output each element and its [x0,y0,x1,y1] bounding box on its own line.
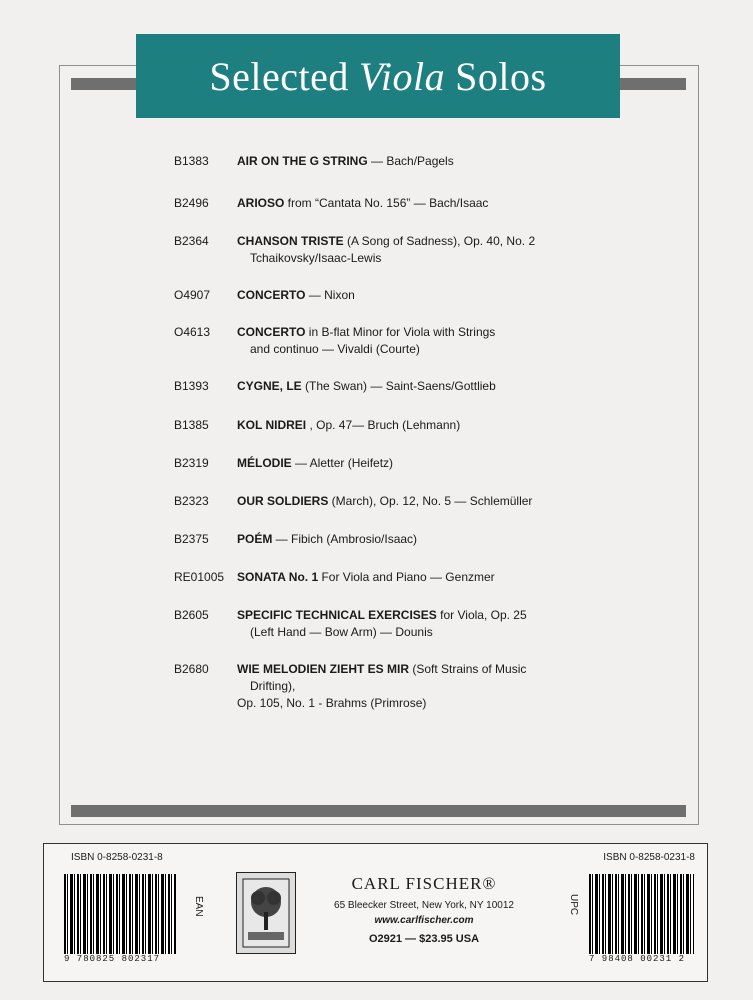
piece-detail: (Soft Strains of Music [409,662,527,676]
catalog-code: B2605 [174,608,209,622]
catalog-code: RE01005 [174,570,225,584]
publisher-name: CARL FISCHER® [351,874,497,893]
catalog-entry [174,324,495,358]
piece-detail: from “Cantata No. 156” — Bach/Isaac [284,196,489,210]
piece-title: SONATA No. 1 [237,570,319,584]
piece-detail: in B-flat Minor for Viola with Strings [305,325,496,339]
piece-detail: — Aletter (Heifetz) [291,456,394,470]
catalog-entry [174,569,495,586]
piece-title: SPECIFIC TECHNICAL EXERCISES [237,608,437,622]
ean-digits: 9 780825 802317 [64,954,161,964]
back-cover-panel [43,843,708,982]
piece-detail-continued: Op. 105, No. 1 - Brahms (Primrose) [237,696,427,710]
catalog-entry [174,233,535,267]
catalog-entry [174,531,417,548]
catalog-entry [174,378,496,395]
carl-fischer-logo [236,872,296,954]
page-title [136,34,620,118]
piece-detail: (March), Op. 12, No. 5 — Schlemüller [328,494,533,508]
title-word-selected: Selected [209,53,349,99]
ean-label: EAN [193,896,204,917]
upc-label: UPC [568,894,579,916]
publisher-address: 65 Bleecker Street, New York, NY 10012 [334,900,514,911]
piece-detail: (The Swan) — Saint-Saens/Gottlieb [301,379,496,393]
catalog-code: O4613 [174,325,211,339]
piece-detail-continued: Tchaikovsky/Isaac-Lewis [250,251,382,265]
catalog-entry [174,153,454,170]
catalog-entry [174,607,527,641]
piece-title: WIE MELODIEN ZIEHT ES MIR [237,662,410,676]
catalog-code: B2375 [174,532,209,546]
piece-detail-continued: Drifting), [250,679,296,693]
piece-title: POÉM [237,532,273,546]
publisher-website: www.carlfischer.com [374,915,474,926]
piece-title: KOL NIDREI [237,418,307,432]
piece-detail-continued: (Left Hand — Bow Arm) — Dounis [250,625,433,639]
tree-emblem-icon [242,878,290,948]
piece-detail: — Fibich (Ambrosio/Isaac) [272,532,418,546]
piece-title: MÉLODIE [237,456,292,470]
catalog-code: B1383 [174,154,209,168]
isbn-right: ISBN 0-8258-0231-8 [603,852,695,863]
catalog-entry [174,493,532,510]
upc-barcode [589,874,694,954]
piece-detail: (A Song of Sadness), Op. 40, No. 2 [343,234,536,248]
piece-detail: — Nixon [305,288,355,302]
catalog-entry [174,661,526,712]
catalog-entry [174,417,460,434]
catalog-code: B2680 [174,662,209,676]
piece-title: OUR SOLDIERS [237,494,329,508]
catalog-code: B2364 [174,234,209,248]
catalog-price: O2921 — $23.95 USA [368,933,480,945]
upc-digits: 7 98408 00231 2 [589,954,686,964]
piece-detail: , Op. 47— Bruch (Lehmann) [306,418,461,432]
piece-title: AIR ON THE G STRING [237,154,368,168]
title-word-solos: Solos [455,53,547,99]
catalog-code: B1385 [174,418,209,432]
piece-title: CONCERTO [237,288,306,302]
catalog-entry [174,455,393,472]
piece-title: CONCERTO [237,325,306,339]
title-word-viola: Viola [358,53,446,99]
footer-rule [71,805,686,817]
isbn-left: ISBN 0-8258-0231-8 [71,852,163,863]
piece-detail: For Viola and Piano — Genzmer [318,570,495,584]
piece-detail: for Viola, Op. 25 [436,608,527,622]
piece-detail-continued: and continuo — Vivaldi (Courte) [250,342,420,356]
header-rule-right [620,78,686,90]
piece-title: CYGNE, LE [237,379,302,393]
header-rule-left [71,78,137,90]
catalog-code: B2496 [174,196,209,210]
catalog-entry [174,195,488,212]
catalog-entry [174,287,355,304]
piece-detail: — Bach/Pagels [367,154,454,168]
catalog-code: B2319 [174,456,209,470]
catalog-code: B2323 [174,494,209,508]
piece-title: CHANSON TRISTE [237,234,344,248]
piece-title: ARIOSO [237,196,285,210]
ean-barcode [64,874,176,954]
catalog-code: B1393 [174,379,209,393]
catalog-code: O4907 [174,288,211,302]
